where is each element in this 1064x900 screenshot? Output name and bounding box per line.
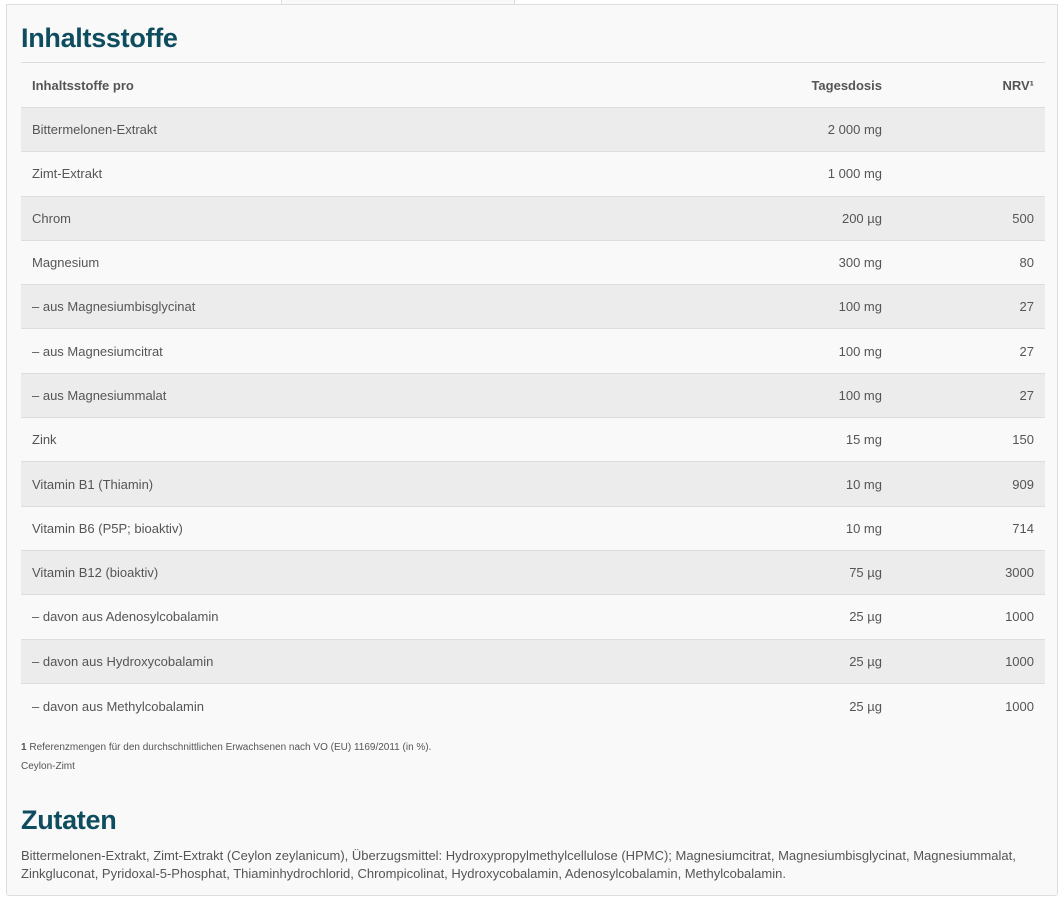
table-row: [21, 152, 1045, 196]
cell-name: Chrom: [32, 210, 72, 226]
cell-dose: 25 µg: [849, 609, 882, 625]
cell-nrv: 909: [1012, 476, 1034, 492]
table-body: [21, 108, 1045, 728]
table-row: [21, 285, 1045, 329]
cell-dose: 15 mg: [845, 432, 882, 448]
tab-content-panel: [6, 4, 1058, 896]
table-row: [21, 684, 1045, 728]
cell-name: – aus Magnesiumbisglycinat: [32, 299, 196, 315]
cell-dose: 75 µg: [849, 565, 882, 581]
cell-nrv: 27: [1019, 343, 1034, 359]
table-row: [21, 374, 1045, 418]
table-row: [21, 197, 1045, 241]
cell-dose: 100 mg: [838, 387, 882, 403]
cell-nrv: 1000: [1005, 698, 1034, 714]
header-name: Inhaltsstoffe pro: [32, 77, 134, 93]
cell-nrv: 3000: [1005, 565, 1034, 581]
cell-name: Vitamin B12 (bioaktiv): [32, 565, 159, 581]
table-row: [21, 241, 1045, 285]
cell-dose: 100 mg: [838, 299, 882, 315]
cell-name: Zimt-Extrakt: [32, 166, 103, 182]
cell-dose: 300 mg: [838, 255, 882, 271]
table-row: [21, 462, 1045, 506]
table-row: [21, 595, 1045, 639]
cell-dose: 25 µg: [849, 653, 882, 669]
table-row: [21, 108, 1045, 152]
cell-nrv: 1000: [1005, 653, 1034, 669]
cell-name: – davon aus Hydroxycobalamin: [32, 653, 214, 669]
footnote-note: Ceylon-Zimt: [21, 761, 75, 772]
header-dose: Tagesdosis: [811, 77, 882, 93]
cell-nrv: 714: [1012, 520, 1034, 536]
cell-nrv: 27: [1019, 387, 1034, 403]
cell-name: – aus Magnesiumcitrat: [32, 343, 163, 359]
cell-nrv: 1000: [1005, 609, 1034, 625]
cell-name: Vitamin B1 (Thiamin): [32, 476, 154, 492]
table-row: [21, 329, 1045, 373]
cell-name: Zink: [32, 432, 57, 448]
cell-dose: 25 µg: [849, 698, 882, 714]
cell-name: – davon aus Methylcobalamin: [32, 698, 204, 714]
cell-dose: 200 µg: [841, 210, 882, 226]
cell-name: – aus Magnesiummalat: [32, 387, 167, 403]
cell-dose: 1 000 mg: [827, 166, 882, 182]
zutaten-heading: Zutaten: [21, 805, 117, 835]
footnote-reference: [21, 742, 431, 753]
cell-name: Vitamin B6 (P5P; bioaktiv): [32, 520, 183, 536]
cell-nrv: 500: [1012, 210, 1034, 226]
table-row: [21, 418, 1045, 462]
cell-name: – davon aus Adenosylcobalamin: [32, 609, 219, 625]
zutaten-text: Bittermelonen-Extrakt, Zimt-Extrakt (Ceylon zeylanicum), Überzugsmittel: Hydroxypropylmethylcellulose (HPMC); Magnesiumcitrat, Magnesiumbisglycinat, Magnesiummalat, Zinkgluconat, Pyridoxal-5-Phosphat, Thiaminhydrochlorid, Chrompicolinat, Hydroxycobalamin, Adenosylcobalamin, Methylcobalamin.: [21, 848, 1016, 881]
footnote-reference-text: Referenzmengen für den durchschnittlichen Erwachsenen nach VO (EU) 1169/2011 (in %).: [26, 742, 432, 753]
table-row: [21, 551, 1045, 595]
footnote-marker: 1: [21, 742, 27, 753]
cell-dose: 10 mg: [845, 476, 882, 492]
cell-dose: 10 mg: [845, 520, 882, 536]
cell-dose: 100 mg: [838, 343, 882, 359]
cell-nrv: 27: [1019, 299, 1034, 315]
table-row: [21, 507, 1045, 551]
cell-name: Bittermelonen-Extrakt: [32, 122, 157, 138]
cell-nrv: 80: [1019, 255, 1034, 271]
cell-dose: 2 000 mg: [827, 122, 882, 138]
ingredients-table: [21, 62, 1045, 728]
header-nrv: NRV¹: [1002, 77, 1034, 93]
table-header-row: [21, 63, 1045, 108]
cell-name: Magnesium: [32, 255, 100, 271]
cell-nrv: 150: [1012, 432, 1034, 448]
ingredients-heading: Inhaltsstoffe: [21, 23, 178, 53]
table-row: [21, 640, 1045, 684]
